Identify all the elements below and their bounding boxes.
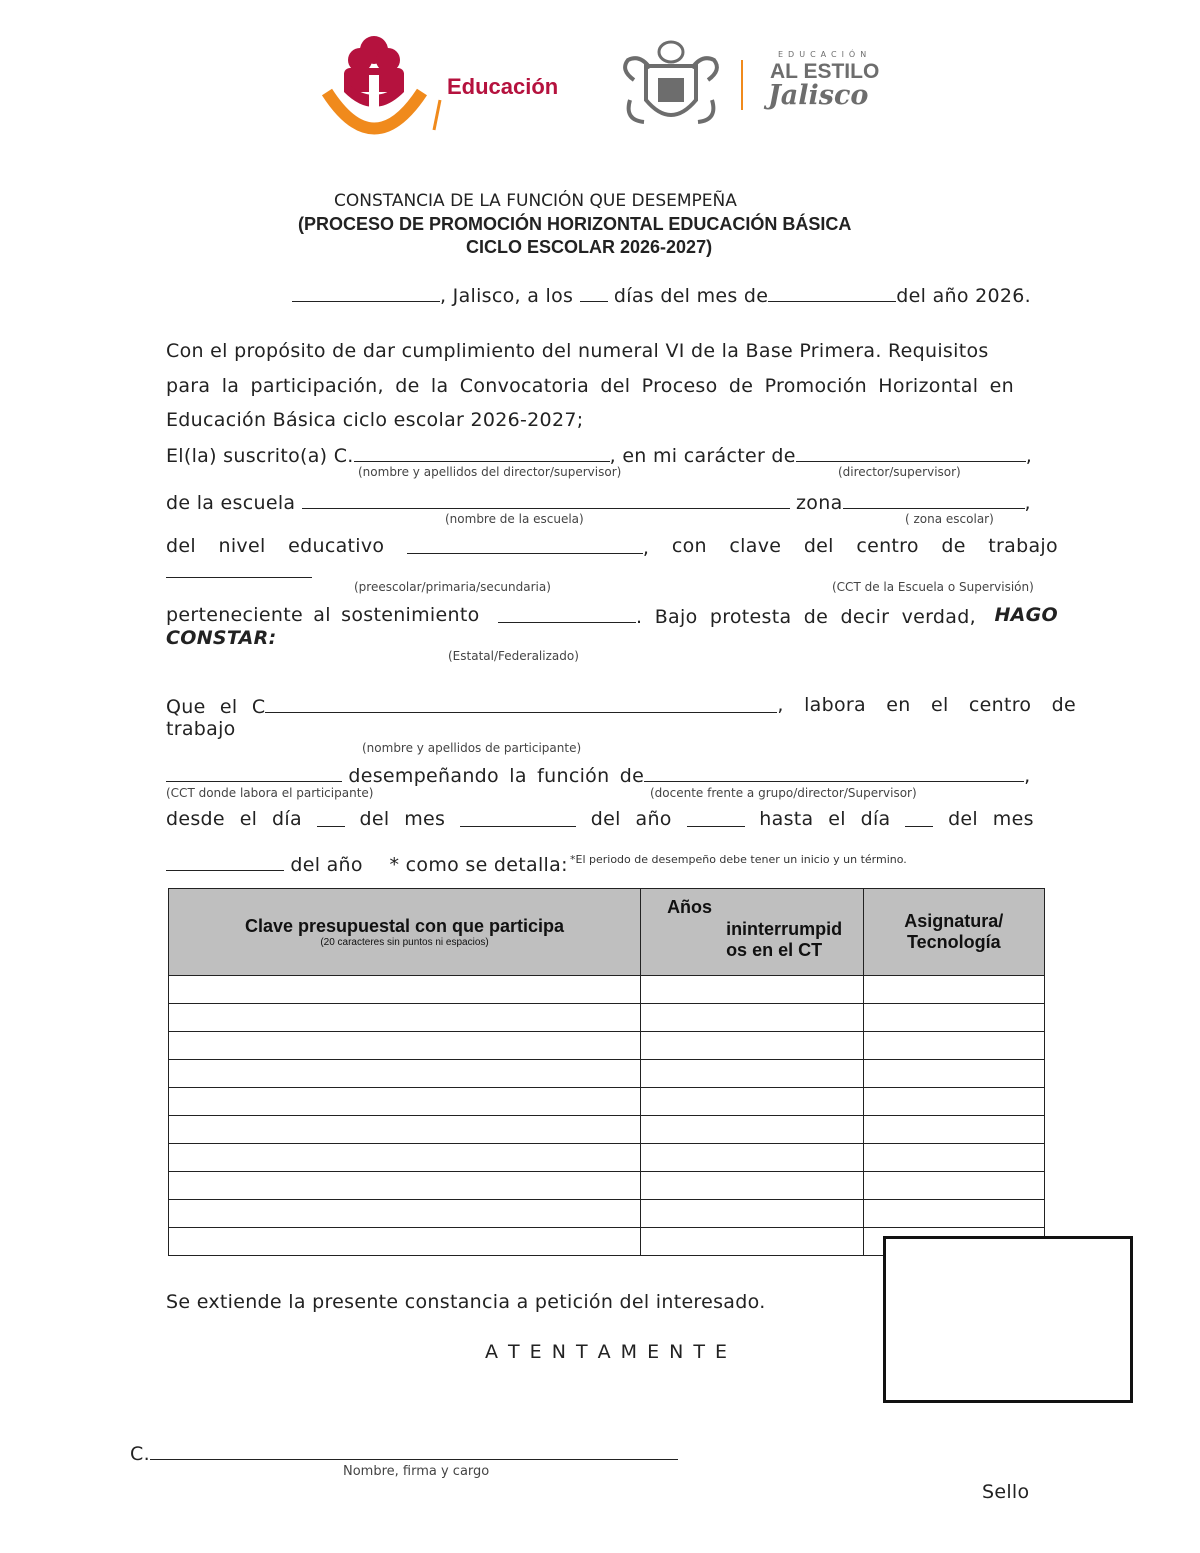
zone-blank[interactable] bbox=[843, 490, 1025, 509]
table-cell[interactable] bbox=[169, 1200, 641, 1228]
table-row bbox=[169, 1060, 1045, 1088]
hint-participant-cct: (CCT donde labora el participante) bbox=[166, 786, 374, 800]
table-cell[interactable] bbox=[863, 1060, 1044, 1088]
hint-school: (nombre de la escuela) bbox=[445, 512, 584, 526]
table-cell[interactable] bbox=[169, 1228, 641, 1256]
end-day-blank[interactable] bbox=[905, 808, 933, 827]
table-row bbox=[169, 1172, 1045, 1200]
suscrito-line: El(la) suscrito(a) C. , en mi carácter de , bbox=[166, 445, 1033, 467]
table-cell[interactable] bbox=[863, 1088, 1044, 1116]
table-header-row bbox=[169, 889, 1045, 976]
ano-line: del año * como se detalla: bbox=[166, 852, 568, 876]
director-role-blank[interactable] bbox=[796, 443, 1026, 462]
table-cell[interactable] bbox=[169, 1116, 641, 1144]
col-clave-header: Clave presupuestal con que participa (20 caracteres sin puntos ni espacios) bbox=[169, 889, 641, 976]
hint-zone: ( zona escolar) bbox=[905, 512, 994, 526]
purpose-line-2: para la participación, de la Convocatoria del Proceso de Promoción Horizontal en bbox=[166, 375, 1014, 397]
table-cell[interactable] bbox=[169, 1088, 641, 1116]
start-day-blank[interactable] bbox=[317, 808, 345, 827]
day-blank[interactable] bbox=[580, 283, 608, 302]
table-cell[interactable] bbox=[641, 1144, 864, 1172]
table-cell[interactable] bbox=[641, 1032, 864, 1060]
estilo-jalisco-logo: EDUCACIÓN AL ESTILO Jalisco bbox=[768, 50, 880, 111]
table-cell[interactable] bbox=[641, 1004, 864, 1032]
function-blank[interactable] bbox=[644, 763, 1024, 782]
participant-name-blank[interactable] bbox=[265, 694, 777, 713]
hint-participant: (nombre y apellidos de participante) bbox=[362, 741, 582, 755]
table-row bbox=[169, 1200, 1045, 1228]
table-row bbox=[169, 1032, 1045, 1060]
table-cell[interactable] bbox=[863, 1172, 1044, 1200]
signature-line: C. bbox=[130, 1441, 678, 1465]
que-line: Que el C , labora en el centro de bbox=[166, 694, 1077, 718]
table-cell[interactable] bbox=[169, 1144, 641, 1172]
hint-sostenimiento: (Estatal/Federalizado) bbox=[448, 649, 579, 663]
sostenimiento-line: perteneciente al sostenimiento . Bajo protesta de decir verdad, HAGO bbox=[166, 604, 1058, 628]
table-cell[interactable] bbox=[169, 976, 641, 1004]
signature-blank[interactable] bbox=[150, 1441, 678, 1460]
table-cell[interactable] bbox=[641, 1200, 864, 1228]
escuela-line: de la escuela zona , bbox=[166, 492, 1031, 514]
table-row bbox=[169, 1116, 1045, 1144]
table-cell[interactable] bbox=[641, 1228, 864, 1256]
start-month-blank[interactable] bbox=[460, 808, 576, 827]
cct-blank[interactable] bbox=[166, 577, 312, 578]
signature-hint: Nombre, firma y cargo bbox=[343, 1464, 490, 1479]
education-logo-text: Educación bbox=[447, 74, 559, 99]
start-year-blank[interactable] bbox=[687, 808, 745, 827]
hint-director-role: (director/supervisor) bbox=[838, 465, 961, 479]
city-blank[interactable] bbox=[292, 283, 440, 302]
hago-constar: CONSTAR: bbox=[166, 627, 277, 649]
funcion-line: desempeñando la función de , bbox=[166, 763, 1030, 787]
seal-label: Sello bbox=[982, 1481, 1030, 1503]
table-cell[interactable] bbox=[863, 976, 1044, 1004]
table-row bbox=[169, 976, 1045, 1004]
sostenimiento-blank[interactable] bbox=[498, 604, 636, 623]
table-cell[interactable] bbox=[863, 1116, 1044, 1144]
table-cell[interactable] bbox=[863, 1200, 1044, 1228]
table-cell[interactable] bbox=[169, 1172, 641, 1200]
table-cell[interactable] bbox=[169, 1032, 641, 1060]
document-title: CONSTANCIA DE LA FUNCIÓN QUE DESEMPEÑA bbox=[334, 191, 737, 211]
table-cell[interactable] bbox=[863, 1144, 1044, 1172]
col-asignatura-header: Asignatura/ Tecnología bbox=[863, 889, 1044, 976]
date-line: , Jalisco, a los días del mes de del año 2026. bbox=[292, 283, 1031, 307]
desde-line: desde el día del mes del año hasta el día del mes bbox=[166, 808, 1034, 830]
seal-box bbox=[883, 1236, 1133, 1403]
table-cell[interactable] bbox=[641, 1088, 864, 1116]
hint-director-name: (nombre y apellidos del director/supervisor) bbox=[358, 465, 622, 479]
logo-divider bbox=[741, 60, 743, 110]
school-name-blank[interactable] bbox=[302, 490, 790, 509]
table-cell[interactable] bbox=[641, 1060, 864, 1088]
hint-cct: (CCT de la Escuela o Supervisión) bbox=[832, 580, 1034, 594]
table-row bbox=[169, 1144, 1045, 1172]
purpose-line-3: Educación Básica ciclo escolar 2026-2027; bbox=[166, 409, 584, 431]
budget-key-table bbox=[168, 888, 1045, 1256]
end-month-blank[interactable] bbox=[166, 852, 284, 871]
table-row bbox=[169, 1004, 1045, 1032]
document-subtitle-cycle: CICLO ESCOLAR 2026-2027) bbox=[466, 237, 713, 257]
jalisco-coat-of-arms-icon bbox=[620, 40, 722, 130]
hint-level: (preescolar/primaria/secundaria) bbox=[354, 580, 551, 594]
table-cell[interactable] bbox=[641, 1116, 864, 1144]
month-blank[interactable] bbox=[768, 283, 896, 302]
table-cell[interactable] bbox=[863, 1004, 1044, 1032]
education-logo bbox=[322, 30, 582, 140]
trabajo-word: trabajo bbox=[166, 718, 236, 740]
table-cell[interactable] bbox=[169, 1060, 641, 1088]
table-cell[interactable] bbox=[641, 976, 864, 1004]
atentamente: A T E N T A M E N T E bbox=[485, 1341, 730, 1363]
table-row bbox=[169, 1088, 1045, 1116]
table-cell[interactable] bbox=[863, 1032, 1044, 1060]
purpose-line-1: Con el propósito de dar cumplimiento del numeral VI de la Base Primera. Requisitos bbox=[166, 340, 989, 362]
director-name-blank[interactable] bbox=[354, 443, 610, 462]
table-cell[interactable] bbox=[169, 1004, 641, 1032]
hint-function: (docente frente a grupo/director/Supervisor) bbox=[650, 786, 917, 800]
participant-cct-blank[interactable] bbox=[166, 763, 342, 782]
level-blank[interactable] bbox=[407, 535, 643, 554]
nivel-line: del nivel educativo , con clave del centro de trabajo bbox=[166, 535, 1058, 559]
table-cell[interactable] bbox=[641, 1172, 864, 1200]
col-anos-header: Años ininterrumpid os en el CT bbox=[641, 889, 864, 976]
closing-statement: Se extiende la presente constancia a petición del interesado. bbox=[166, 1291, 766, 1313]
document-subtitle: (PROCESO DE PROMOCIÓN HORIZONTAL EDUCACIÓN BÁSICA bbox=[298, 214, 852, 234]
period-note: *El periodo de desempeño debe tener un inicio y un término. bbox=[570, 853, 907, 866]
